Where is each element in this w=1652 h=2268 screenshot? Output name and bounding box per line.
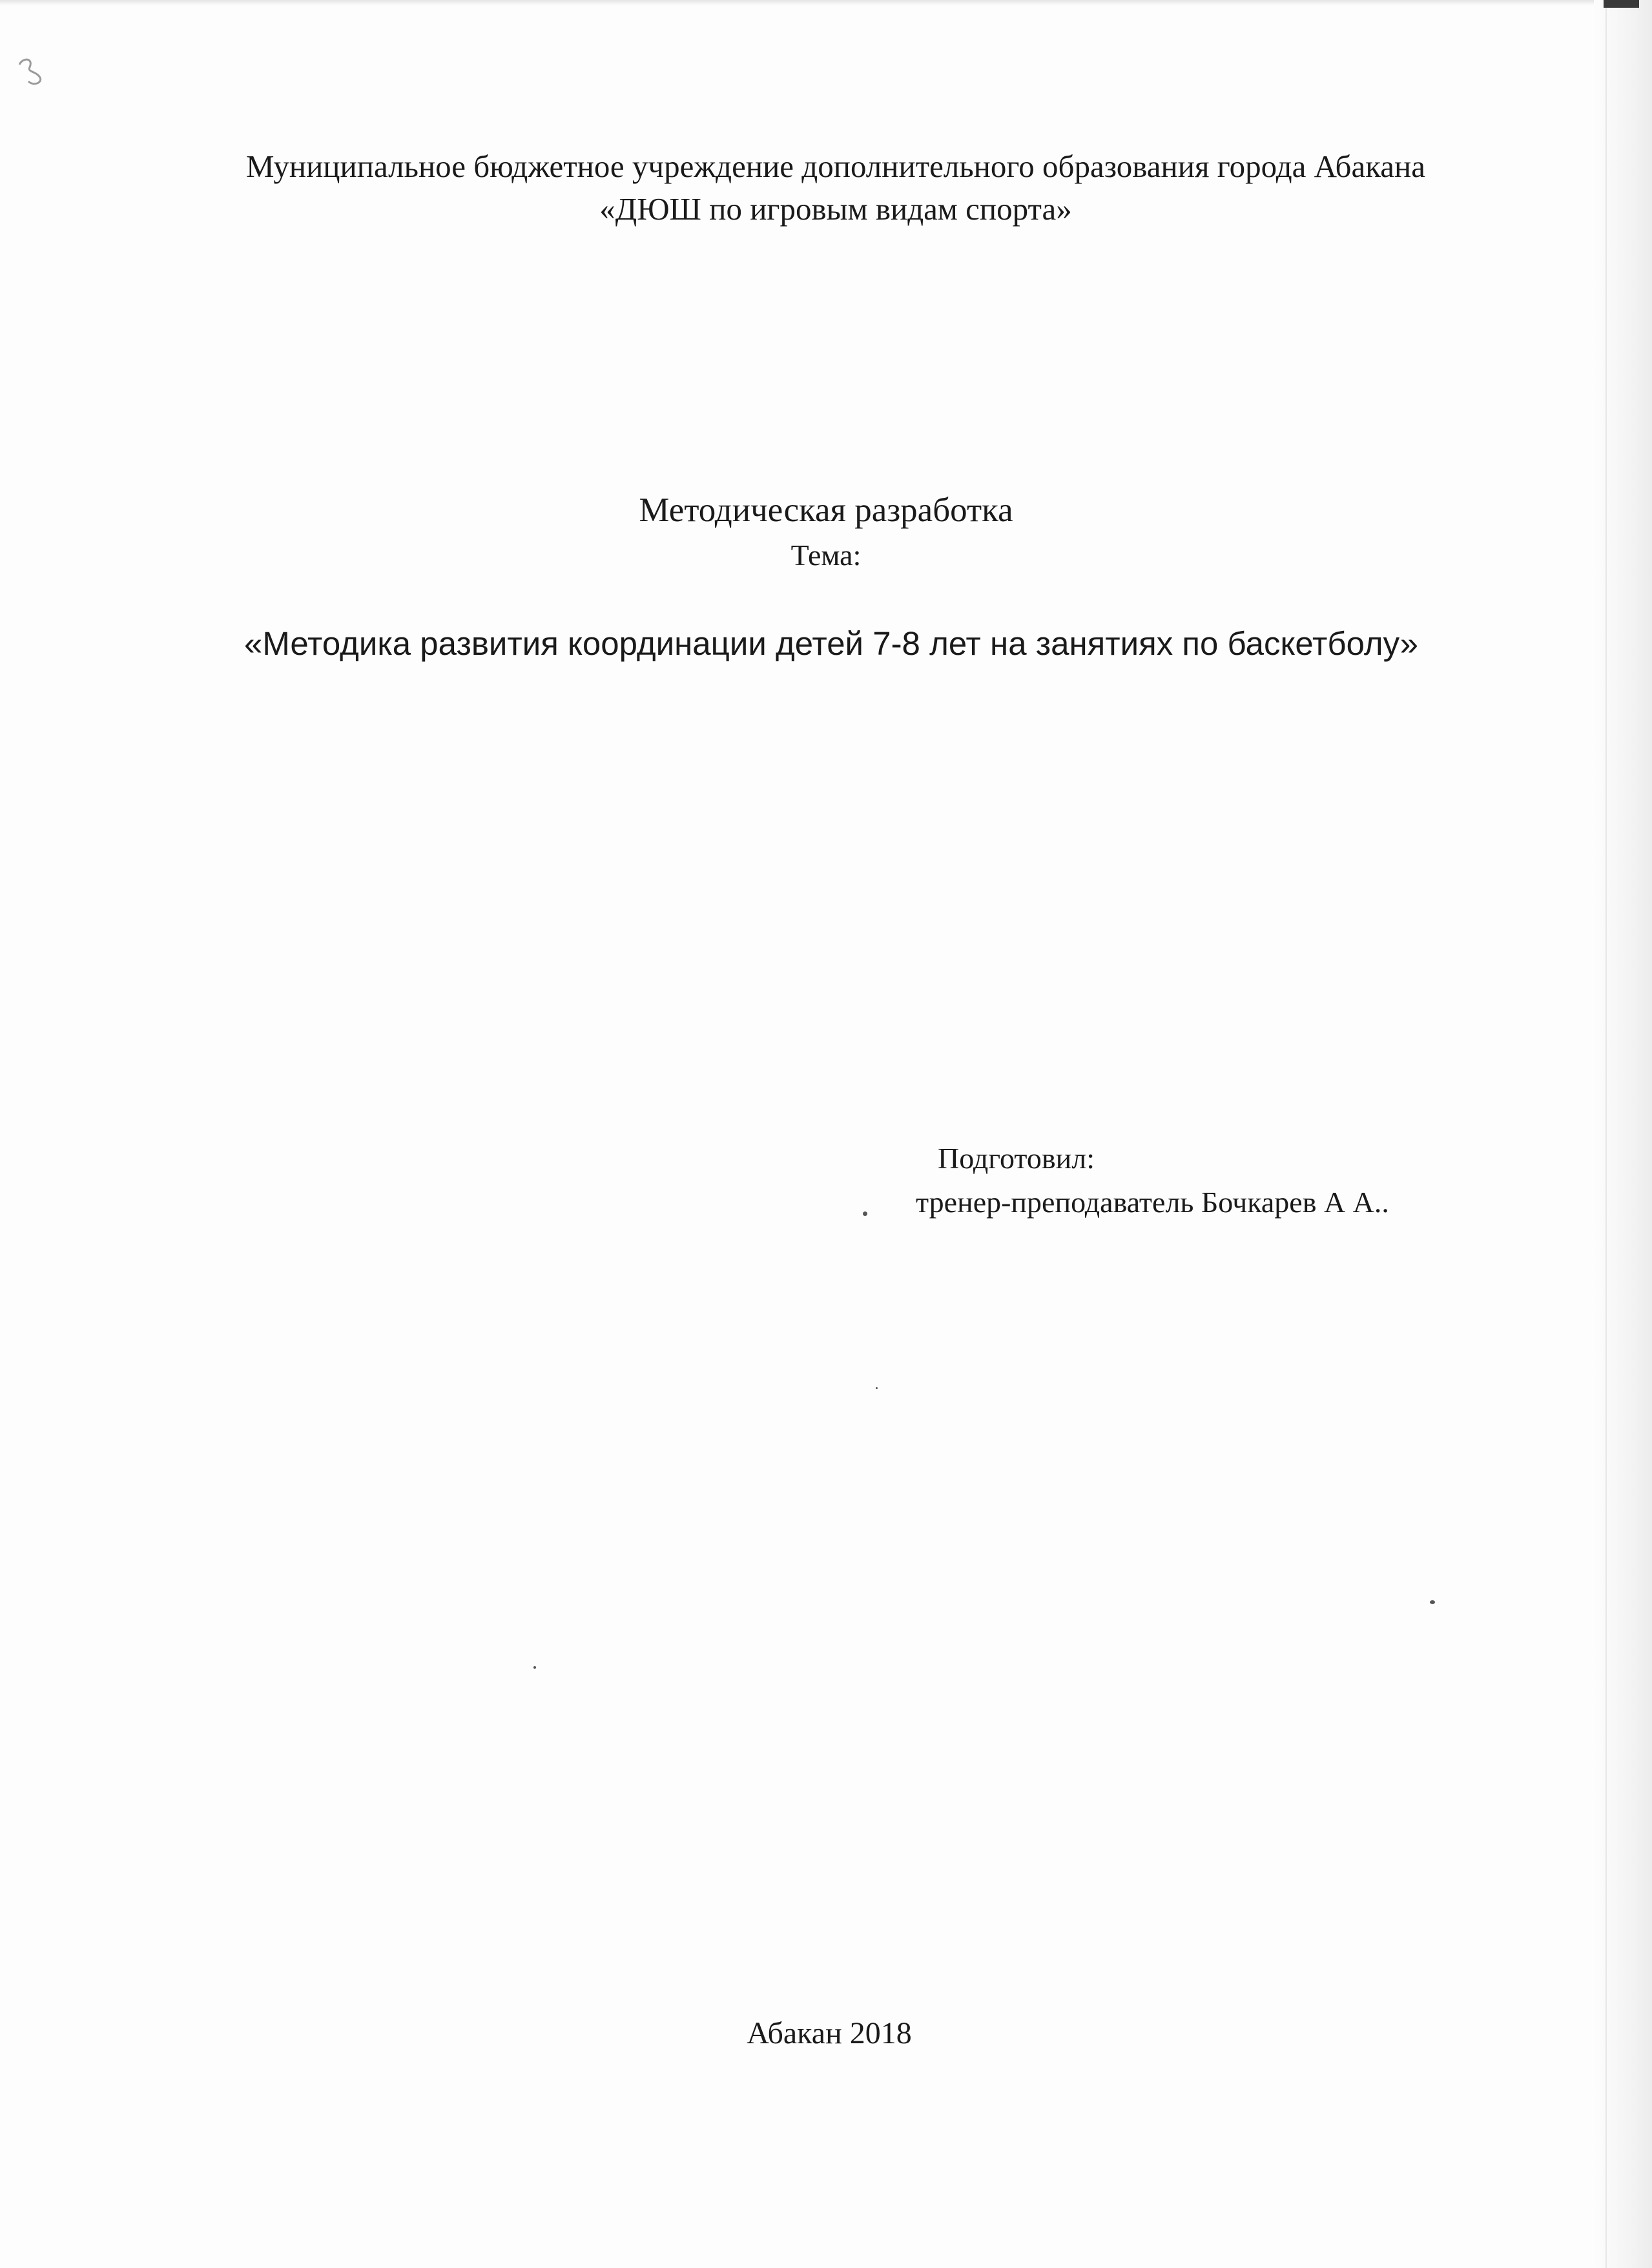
scan-corner-mark xyxy=(1604,0,1639,8)
document-type: Методическая разработка xyxy=(639,491,1013,529)
scan-speck xyxy=(533,1666,536,1669)
document-topic: «Методика развития координации детей 7-8 лет на занятиях по баскетболу» xyxy=(243,625,1419,662)
institution-name: Муниципальное бюджетное учреждение дополнительного образования города Абакана xyxy=(246,149,1425,184)
school-name: «ДЮШ по игровым видам спорта» xyxy=(599,191,1072,227)
scan-speck xyxy=(863,1211,867,1216)
author-name: тренер-преподаватель Бочкарев А А.. xyxy=(916,1186,1389,1219)
scan-top-edge xyxy=(0,0,1652,5)
handwritten-mark-icon xyxy=(14,52,53,90)
theme-label: Тема: xyxy=(790,539,862,572)
scan-fold-line xyxy=(1606,0,1607,2268)
scan-speck xyxy=(876,1387,878,1389)
city-year: Абакан 2018 xyxy=(747,2016,912,2050)
scan-speck xyxy=(1430,1600,1435,1604)
scan-right-edge xyxy=(1594,0,1652,2268)
prepared-by-label: Подготовил: xyxy=(938,1142,1095,1175)
